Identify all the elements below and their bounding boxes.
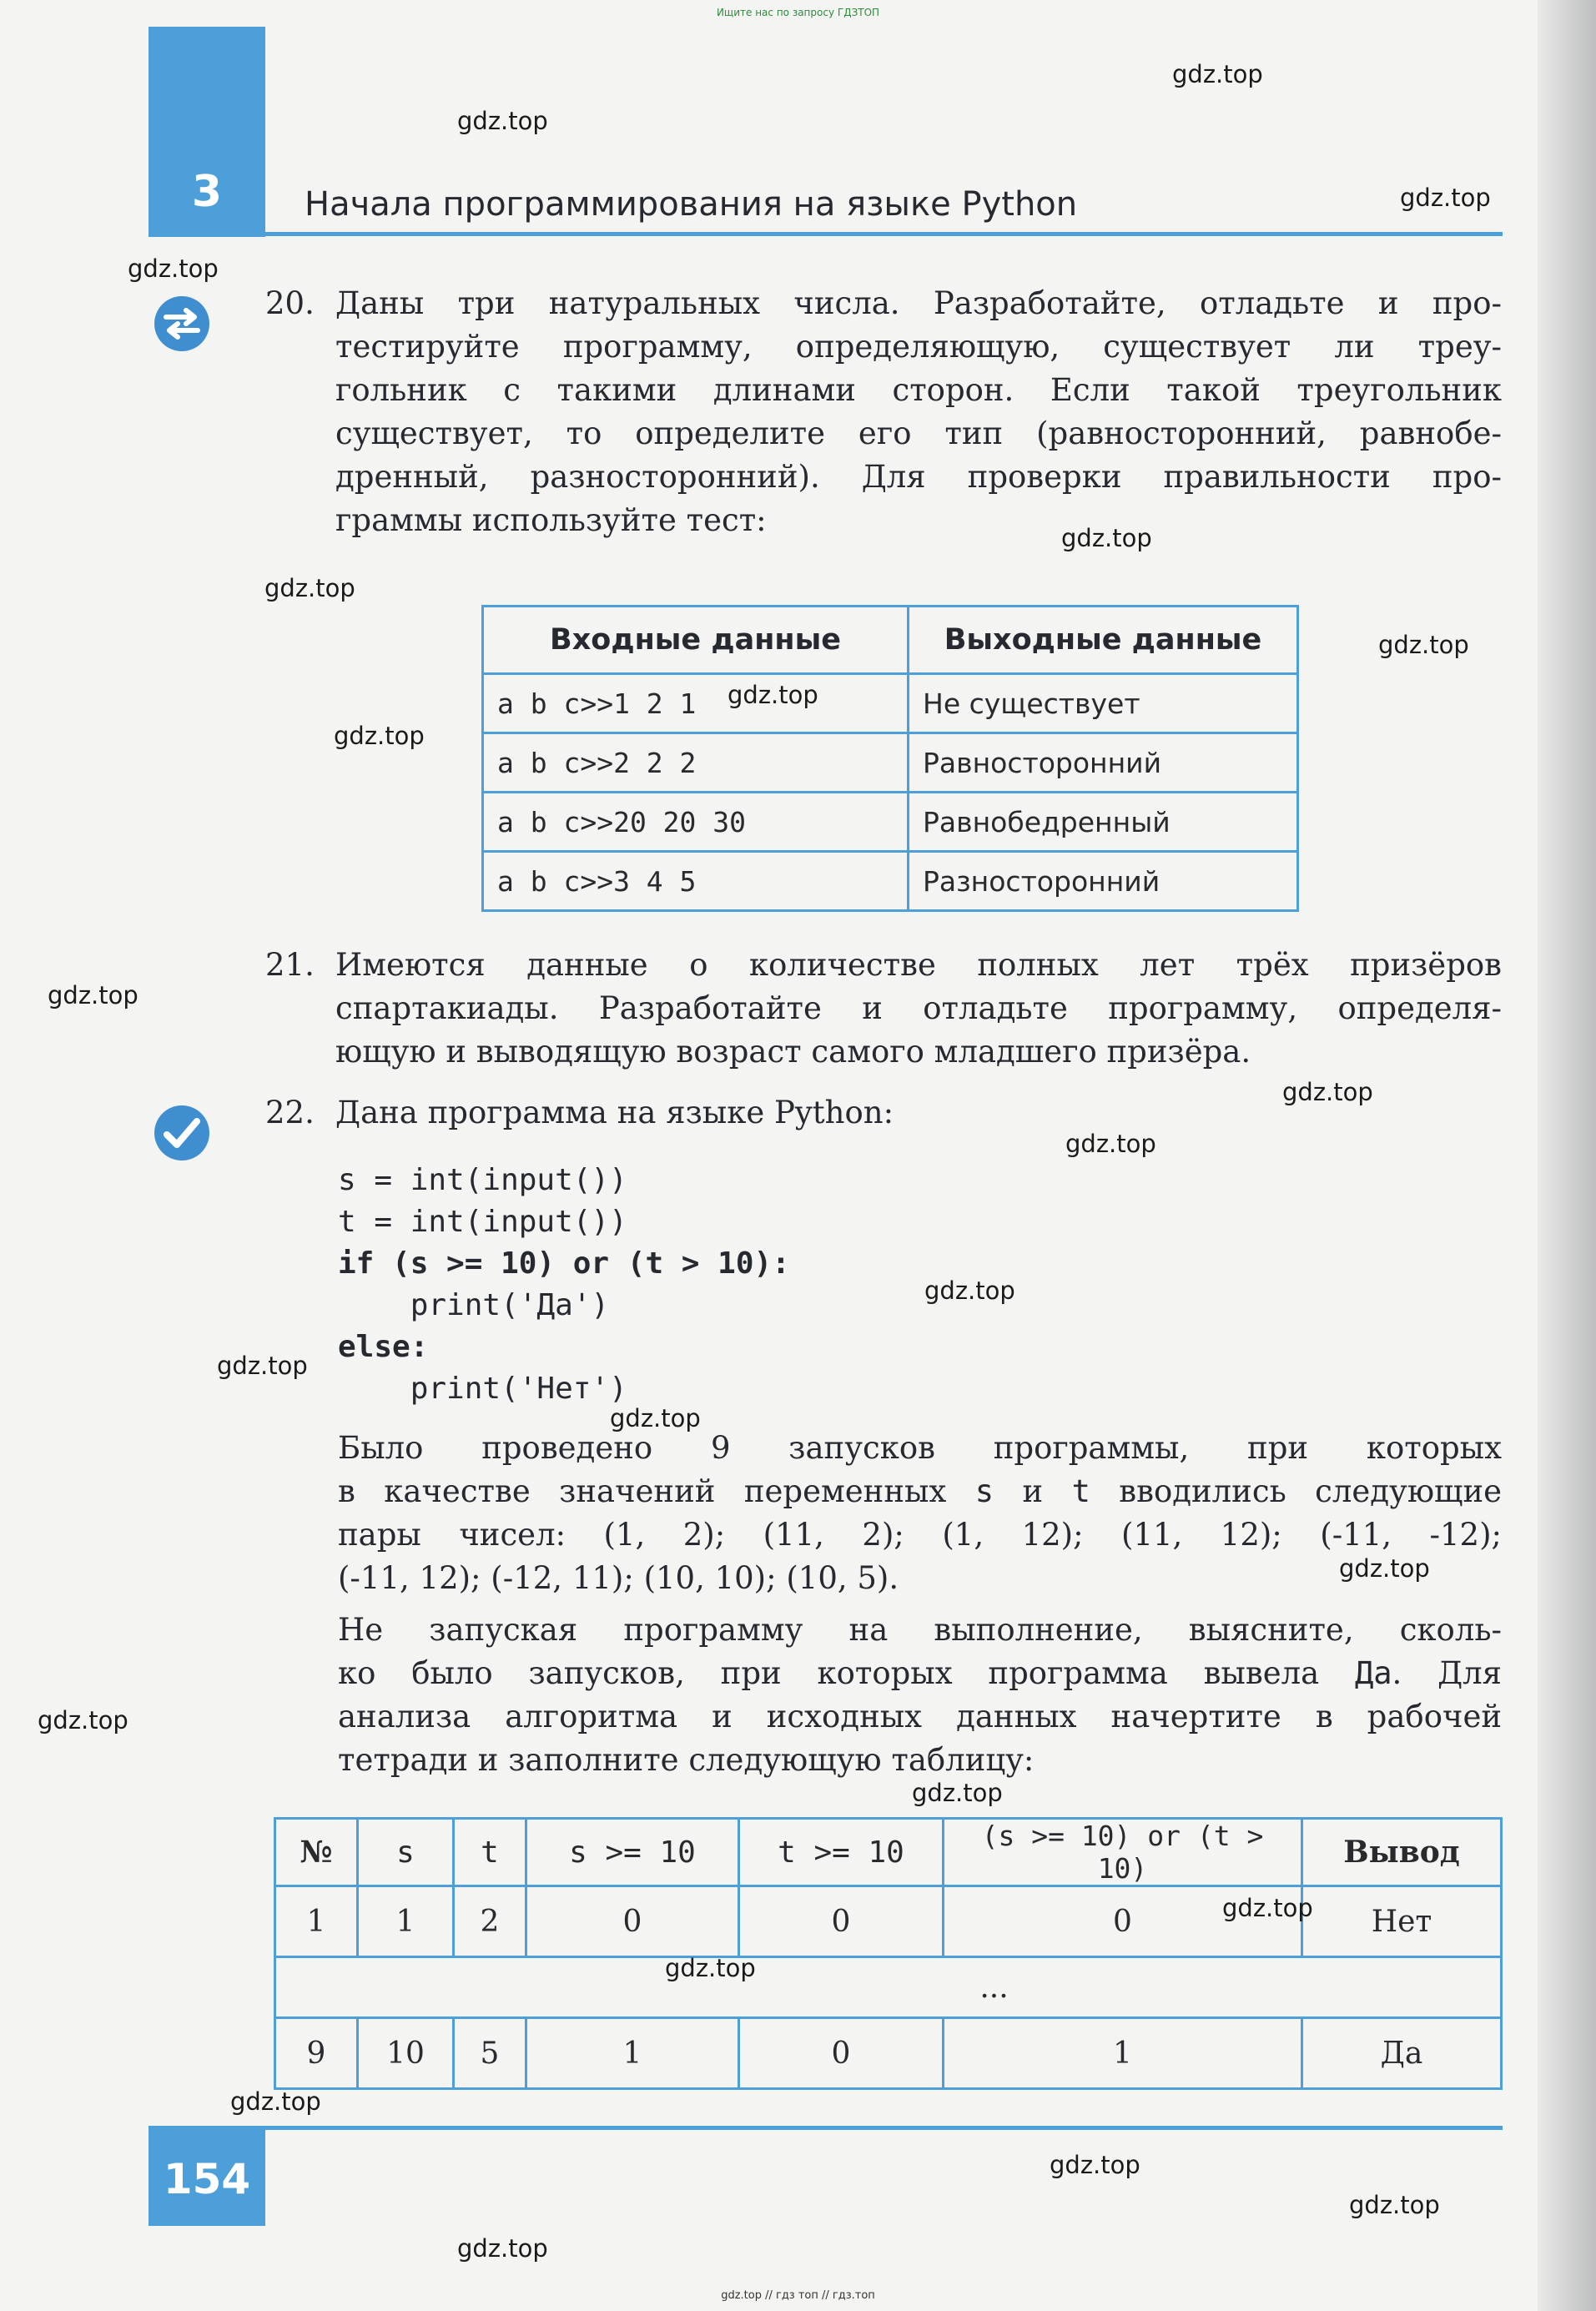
text-line: существует, то определите его тип (равносторонний, равнобе-	[335, 415, 1502, 451]
watermark: gdz.top	[38, 1706, 128, 1735]
table-cell: 0	[944, 1886, 1302, 1957]
table-cell-input: a b c>>2 2 2	[483, 733, 909, 793]
watermark: gdz.top	[1400, 184, 1491, 212]
code-line: print('Нет')	[338, 1372, 627, 1406]
table-header: (s >= 10) or (t > 10)	[944, 1819, 1302, 1886]
table-cell: 1	[275, 1886, 358, 1957]
table-cell: 1	[358, 1886, 454, 1957]
watermark: gdz.top	[728, 681, 818, 709]
watermark: gdz.top	[1061, 524, 1152, 552]
variable-t: t	[1071, 1473, 1090, 1509]
table-row	[483, 852, 1298, 911]
watermark: gdz.top	[924, 1276, 1015, 1305]
task-number-21: 21.	[265, 947, 315, 983]
text-line: анализа алгоритма и исходных данных начертите в рабочей	[338, 1699, 1502, 1735]
table-row	[483, 793, 1298, 852]
text-line: тестируйте программу, определяющую, существует ли треу-	[335, 329, 1502, 365]
text-line: тетради и заполните следующую таблицу:	[338, 1742, 1035, 1778]
task-22-paragraph-1	[338, 1427, 1502, 1600]
table-cell: 0	[739, 2018, 944, 2089]
watermark: gdz.top	[230, 2087, 321, 2116]
watermark: gdz.top	[48, 981, 138, 1009]
watermark: gdz.top	[128, 254, 219, 283]
text-line: Имеются данные о количестве полных лет трёх призёров	[335, 947, 1502, 983]
watermark: gdz.top	[1282, 1078, 1373, 1106]
checkmark-icon	[154, 1105, 209, 1161]
table-cell: Да	[1302, 2018, 1502, 2089]
table-cell-output: Не существует	[909, 674, 1298, 733]
watermark: gdz.top	[457, 107, 548, 135]
table-header: s	[358, 1819, 454, 1886]
table-header: Выходные данные	[909, 607, 1298, 674]
table-cell: 2	[454, 1886, 526, 1957]
text-line: Было проведено 9 запусков программы, при которых	[338, 1430, 1502, 1466]
table-cell: 10	[358, 2018, 454, 2089]
task-number-22: 22.	[265, 1095, 315, 1130]
text-line: Даны три натуральных числа. Разработайте, отладьте и про-	[335, 285, 1502, 321]
table-header: Входные данные	[483, 607, 909, 674]
text-line: дренный, разносторонний). Для проверки правильности про-	[335, 459, 1502, 495]
watermark: gdz.top	[1222, 1894, 1313, 1922]
header-divider	[265, 232, 1503, 236]
table-cell: 0	[739, 1886, 944, 1957]
analysis-table	[274, 1817, 1503, 2090]
text-line: в качестве значений переменных s и t вводились следующие	[338, 1473, 1502, 1509]
table-row	[483, 733, 1298, 793]
watermark: gdz.top	[457, 2234, 548, 2263]
swap-arrows-icon	[154, 296, 209, 351]
table-cell: 9	[275, 2018, 358, 2089]
watermark: gdz.top	[1378, 631, 1469, 659]
table-row	[275, 1886, 1502, 1957]
table-row-ellipsis	[275, 1957, 1502, 2018]
table-row	[275, 2018, 1502, 2089]
text-line: (-11, 12); (-12, 11); (10, 10); (10, 5).	[338, 1560, 899, 1596]
code-line: else:	[338, 1330, 429, 1364]
page-number: 154	[163, 2155, 251, 2203]
watermark: gdz.top	[1065, 1130, 1156, 1158]
table-cell: 1	[944, 2018, 1302, 2089]
table-cell-input: a b c>>1 2 1	[483, 674, 909, 733]
table-header: s >= 10	[526, 1819, 739, 1886]
table-cell-output: Равносторонний	[909, 733, 1298, 793]
task-22-paragraph-2	[338, 1609, 1502, 1782]
test-table	[481, 605, 1299, 912]
table-cell-output: Разносторонний	[909, 852, 1298, 911]
table-header: t >= 10	[739, 1819, 944, 1886]
watermark: gdz.top	[1050, 2151, 1140, 2179]
watermark: gdz.top	[912, 1779, 1003, 1807]
text-line: спартакиады. Разработайте и отладьте программу, определя-	[335, 990, 1502, 1026]
table-row	[483, 674, 1298, 733]
watermark: gdz.top	[1339, 1554, 1430, 1583]
text-line: Не запуская программу на выполнение, выясните, сколь-	[338, 1612, 1502, 1648]
chapter-number: 3	[191, 167, 223, 217]
task-21-text	[335, 944, 1502, 1074]
code-line: print('Да')	[338, 1288, 610, 1322]
table-cell-input: a b c>>3 4 5	[483, 852, 909, 911]
table-cell-ellipsis: ...	[275, 1957, 1502, 2018]
text-line: ющую и выводящую возраст самого младшего призёра.	[335, 1034, 1251, 1070]
page-title: Начала программирования на языке Python	[305, 185, 1078, 224]
watermark: gdz.top	[217, 1352, 308, 1380]
watermark: gdz.top	[610, 1404, 701, 1432]
footer-divider	[265, 2126, 1503, 2130]
task-20-text	[335, 282, 1502, 542]
watermark: gdz.top	[1349, 2191, 1440, 2219]
code-line: if (s >= 10) or (t > 10):	[338, 1246, 790, 1281]
text-line: Дана программа на языке Python:	[335, 1095, 894, 1130]
variable-s: s	[974, 1473, 994, 1509]
text-line: граммы используйте тест:	[335, 502, 767, 538]
watermark: gdz.top	[264, 574, 355, 602]
watermark: gdz.top	[334, 722, 425, 750]
output-value-yes: Да	[1354, 1655, 1392, 1691]
table-cell-input: a b c>>20 20 30	[483, 793, 909, 852]
code-line: t = int(input())	[338, 1205, 627, 1239]
table-header: №	[275, 1819, 358, 1886]
table-cell: 0	[526, 1886, 739, 1957]
bottom-note: gdz.top // гдз топ // гдз.топ	[721, 2289, 875, 2302]
table-cell-output: Равнобедренный	[909, 793, 1298, 852]
page-edge-shadow	[1538, 0, 1596, 2311]
task-number-20: 20.	[265, 285, 315, 321]
code-block	[338, 1160, 790, 1410]
table-cell: 5	[454, 2018, 526, 2089]
text-line: гольник с такими длинами сторон. Если такой треугольник	[335, 372, 1502, 408]
table-cell: Нет	[1302, 1886, 1502, 1957]
top-note: Ищите нас по запросу ГДЗТОП	[716, 7, 880, 18]
code-line: s = int(input())	[338, 1163, 627, 1197]
table-header: Вывод	[1302, 1819, 1502, 1886]
table-header: t	[454, 1819, 526, 1886]
text-line: ко было запусков, при которых программа вывела Да. Для	[338, 1655, 1502, 1691]
table-cell: 1	[526, 2018, 739, 2089]
watermark: gdz.top	[1172, 60, 1263, 88]
watermark: gdz.top	[665, 1954, 756, 1982]
text-line: пары чисел: (1, 2); (11, 2); (1, 12); (11, 12); (-11, -12);	[338, 1517, 1502, 1553]
